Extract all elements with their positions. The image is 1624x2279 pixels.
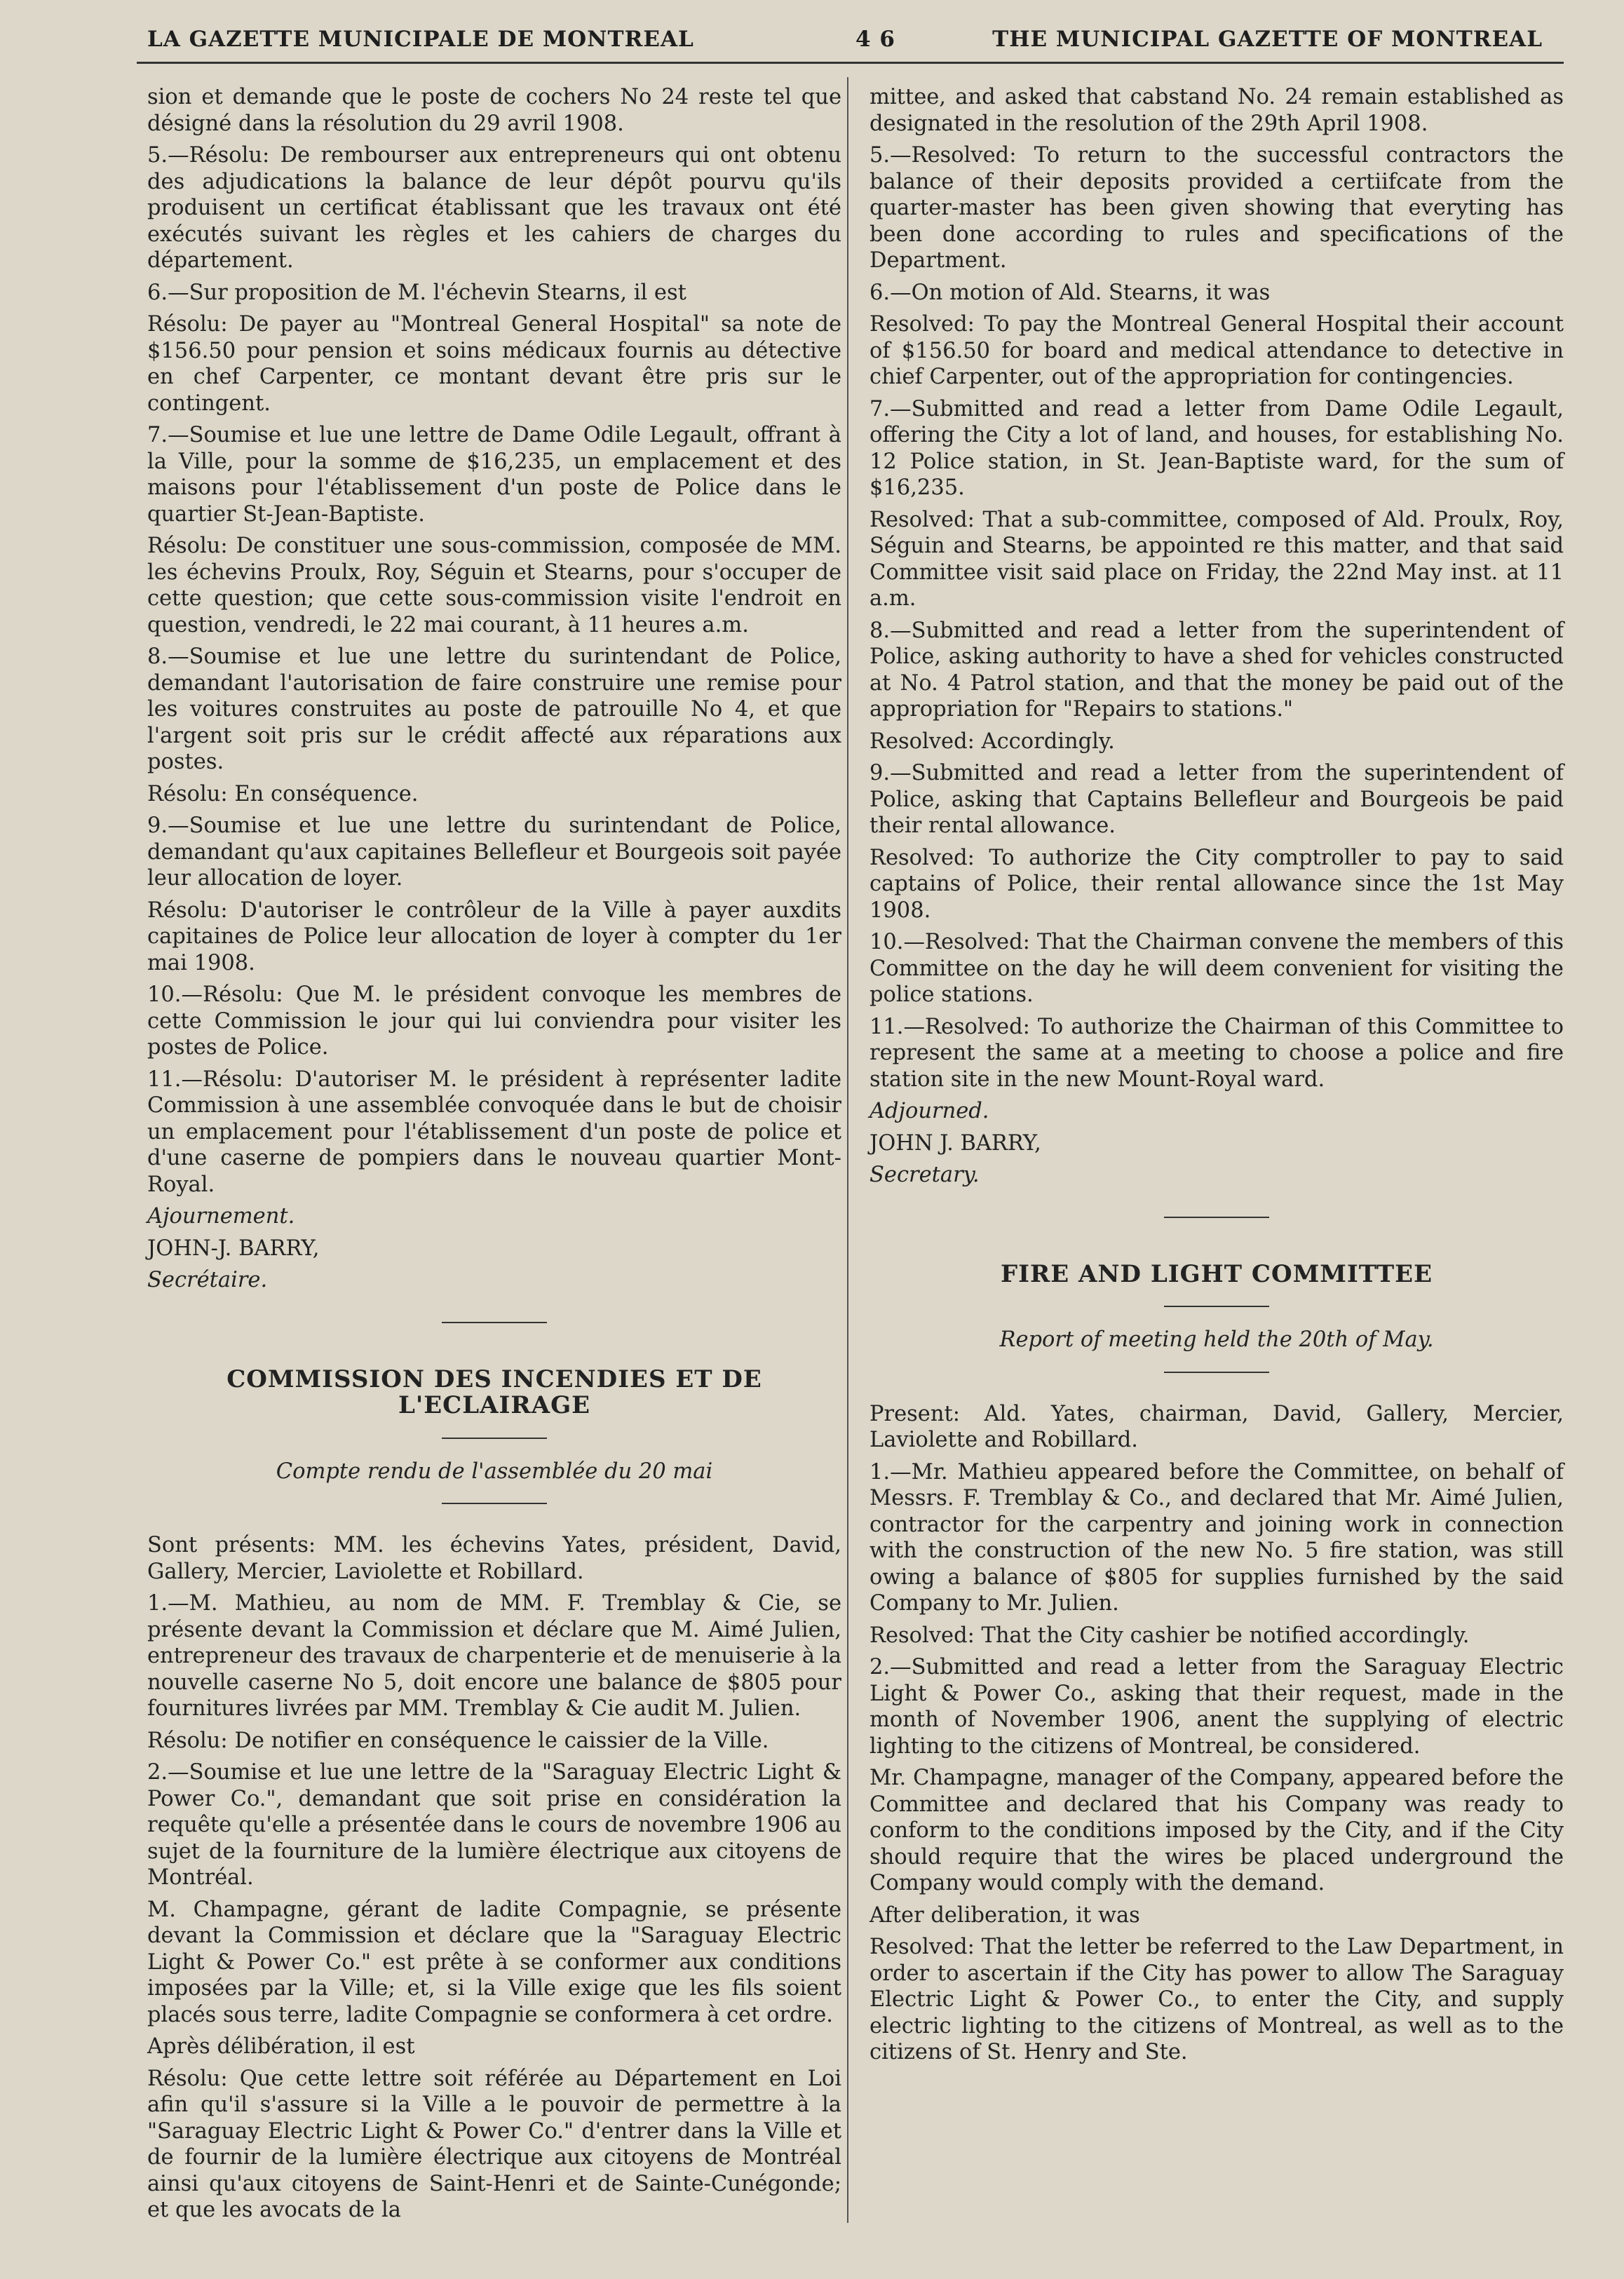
paragraph: 7.—Submitted and read a letter from Dame Odile Legault, offering the City a lot of land, and houses, for establishing No. 12 Police station, in St. Jean-Baptiste ward, for the sum of $16,235. (869, 396, 1564, 500)
subtitle-rule (1164, 1372, 1269, 1373)
signature-title: Secrétaire. (147, 1268, 268, 1292)
section-rule (442, 1322, 547, 1323)
adjournment: Adjourned. (869, 1099, 989, 1123)
section-title: FIRE AND LIGHT COMMITTEE (1000, 1259, 1433, 1288)
paragraph: Sont présents: MM. les échevins Yates, président, David, Gallery, Mercier, Laviolette et Robillard. (147, 1533, 841, 1584)
paragraph: 9.—Submitted and read a letter from the superintendent of Police, asking that Captains Bellefleur and Bourgeois be paid their rental allowance. (869, 761, 1564, 838)
paragraph: Après délibération, il est (147, 2034, 415, 2059)
paragraph: 8.—Soumise et lue une lettre du surintendant de Police, demandant l'autorisation de faire construire une remise pour les voitures construites au poste de patrouille No 4, et que l'argent soit pris sur le crédit affecté aux réparations aux postes. (147, 644, 841, 774)
section-rule (1164, 1217, 1269, 1218)
paragraph: 11.—Resolved: To authorize the Chairman of this Committee to represent the same at a meeting to choose a police and fire station site in the new Mount-Royal ward. (869, 1014, 1564, 1092)
page-number: 4 6 (855, 27, 895, 52)
paragraph: mittee, and asked that cabstand No. 24 remain established as designated in the resolution of the 29th April 1908. (869, 85, 1564, 136)
paragraph: 9.—Soumise et lue une lettre du surintendant de Police, demandant qu'aux capitaines Bellefleur et Bourgeois soit payée leur allocation de loyer. (147, 813, 841, 891)
paragraph: 1.—Mr. Mathieu appeared before the Committee, on behalf of Messrs. F. Tremblay & Co., and declared that Mr. Aimé Julien, contractor for the carpentry and joining work in connection with the construction of the new No. 5 fire station, was still owing a balance of $805 for supplies furnished by the said Company to Mr. Julien. (869, 1459, 1564, 1616)
paragraph: sion et demande que le poste de cochers No 24 reste tel que désigné dans la résolution du 29 avril 1908. (147, 85, 841, 136)
paragraph: Résolu: De notifier en conséquence le caissier de la Ville. (147, 1728, 769, 1753)
paragraph: Mr. Champagne, manager of the Company, appeared before the Committee and declared that his Company was ready to conform to the conditions imposed by the City, and if the City should require that the wires be placed underground the Company would comply with the demand. (869, 1766, 1564, 1895)
paragraph: Résolu: De payer au "Montreal General Hospital" sa note de $156.50 pour pension et soins médicaux fournis au détective en chef Carpenter, ce montant devant être pris sur le contingent. (147, 312, 841, 416)
paragraph: 1.—M. Mathieu, au nom de MM. F. Tremblay & Cie, se présente devant la Commission et déclare que M. Aimé Julien, entrepreneur des travaux de charpenterie et de menuiserie à la nouvelle caserne No 5, doit encore une balance de $805 pour fournitures livrées par MM. Tremblay & Cie audit M. Julien. (147, 1591, 841, 1721)
signature-title: Secretary. (869, 1163, 980, 1187)
report-subtitle: Report of meeting held the 20th of May. (999, 1327, 1434, 1352)
paragraph: Résolu: De constituer une sous-commission, composée de MM. les échevins Proulx, Roy, Séguin et Stearns, pour s'occuper de cette question; que cette sous-commission visite l'endroit en question, vendredi, le 22 mai courant, à 11 heures a.m. (147, 534, 841, 637)
header-rule (137, 62, 1564, 64)
paragraph: Resolved: To pay the Montreal General Hospital their account of $156.50 for board and medical attendance to detective in chief Carpenter, out of the appropriation for contingencies. (869, 312, 1564, 389)
title-rule (1164, 1306, 1269, 1307)
signature-name: JOHN J. BARRY, (869, 1130, 1041, 1156)
paragraph: 5.—Resolved: To return to the successful contractors the balance of their deposits provided a certiifcate from the quarter-master has been given showing that everyting has been done according to rules and specifications of the Department. (869, 143, 1564, 273)
page-header (147, 20, 1564, 62)
paragraph: Résolu: D'autoriser le contrôleur de la Ville à payer auxdits capitaines de Police leur allocation de loyer à compter du 1er mai 1908. (147, 898, 841, 975)
signature-name: JOHN-J. BARRY, (147, 1236, 320, 1261)
header-french-title: LA GAZETTE MUNICIPALE DE MONTREAL (147, 27, 694, 52)
paragraph: Resolved: That a sub-committee, composed of Ald. Proulx, Roy, Séguin and Stearns, be appointed re this matter, and that said Committee visit said place on Friday, the 22nd May inst. at 11 a.m. (869, 507, 1564, 611)
subtitle-rule (442, 1503, 547, 1504)
paragraph: 10.—Resolved: That the Chairman convene the members of this Committee on the day he will deem convenient for visiting the police stations. (869, 930, 1564, 1007)
paragraph: 6.—Sur proposition de M. l'échevin Stearns, il est (147, 280, 686, 305)
paragraph: 7.—Soumise et lue une lettre de Dame Odile Legault, offrant à la Ville, pour la somme de $16,235, un emplacement et des maisons pour l'établissement d'un poste de Police dans le quartier St-Jean-Baptiste. (147, 423, 841, 527)
header-english-title: THE MUNICIPAL GAZETTE OF MONTREAL (992, 27, 1543, 52)
paragraph: M. Champagne, gérant de ladite Compagnie, se présente devant la Commission et déclare que la "Saraguay Electric Light & Power Co." est prête à se conformer aux conditions imposées par la Ville; et, si la Ville exige que les fils soient placés sous terre, ladite Compagnie se conformera à cet ordre. (147, 1897, 841, 2027)
paragraph: 2.—Soumise et lue une lettre de la "Saraguay Electric Light & Power Co.", demandant que soit prise en considération la requête qu'elle a présentée dans le cours de novembre 1906 au sujet de la fourniture de la lumière électrique aux citoyens de Montréal. (147, 1760, 841, 1890)
paragraph: Résolu: Que cette lettre soit référée au Département en Loi afin qu'il s'assure si la Ville a le pouvoir de permettre à la "Saraguay Electric Light & Power Co." d'entrer dans la Ville et de fournir de la lumière électrique aux citoyens de Montréal ainsi qu'aux citoyens de Saint-Henri et de Sainte-Cunégonde; et que les avocats de la (147, 2066, 841, 2222)
section-title: COMMISSION DES INCENDIES ET DE L'ECLAIRAGE (226, 1365, 762, 1419)
french-column (147, 84, 841, 2229)
paragraph: Resolved: Accordingly. (869, 729, 1115, 754)
title-rule (442, 1438, 547, 1439)
paragraph: 10.—Résolu: Que M. le président convoque les membres de cette Commission le jour qui lui conviendra pour visiter les postes de Police. (147, 982, 841, 1060)
english-column (869, 84, 1564, 2071)
paragraph: Present: Ald. Yates, chairman, David, Gallery, Mercier, Laviolette and Robillard. (869, 1401, 1564, 1452)
paragraph: Resolved: That the letter be referred to the Law Department, in order to ascertain if the City has power to allow The Saraguay Electric Light & Power Co., to enter the City, and supply electric lighting to the citizens of Montreal, as well as to the citizens of St. Henry and Ste. (869, 1935, 1564, 2064)
paragraph: Résolu: En conséquence. (147, 781, 419, 806)
paragraph: 8.—Submitted and read a letter from the superintendent of Police, asking authority to have a shed for vehicles constructed at No. 4 Patrol station, and that the money be paid out of the appropriation for "Repairs to stations." (869, 618, 1564, 722)
paragraph: 2.—Submitted and read a letter from the Saraguay Electric Light & Power Co., asking that their request, made in the month of November 1906, anent the supplying of electric lighting to the citizens of Montreal, be considered. (869, 1655, 1564, 1759)
paragraph: 11.—Résolu: D'autoriser M. le président à représenter ladite Commission à une assemblée convoquée dans le but de choisir un emplacement pour l'établissement d'un poste de police et d'une caserne de pompiers dans le nouveau quartier Mont-Royal. (147, 1067, 841, 1197)
paragraph: Resolved: That the City cashier be notified accordingly. (869, 1623, 1470, 1648)
paragraph: After deliberation, it was (869, 1902, 1140, 1928)
paragraph: 5.—Résolu: De rembourser aux entrepreneurs qui ont obtenu des adjudications la balance de leur dépôt pourvu qu'ils produisent un certificat établissant que les travaux ont été exécutés suivant les règles et les cahiers de charges du département. (147, 143, 841, 273)
column-divider (847, 77, 848, 2223)
paragraph: 6.—On motion of Ald. Stearns, it was (869, 280, 1271, 305)
paragraph: Resolved: To authorize the City comptroller to pay to said captains of Police, their rental allowance since the 1st May 1908. (869, 845, 1564, 923)
report-subtitle: Compte rendu de l'assemblée du 20 mai (276, 1459, 713, 1484)
adjournment: Ajournement. (147, 1204, 295, 1229)
